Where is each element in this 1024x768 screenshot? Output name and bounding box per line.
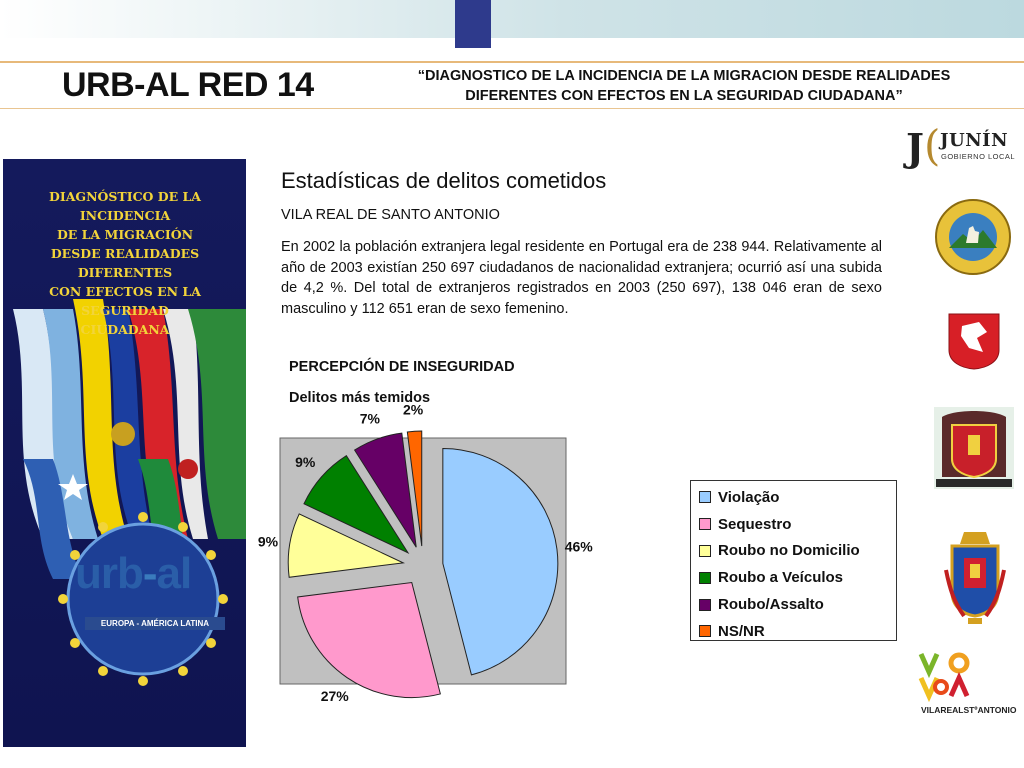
legend-item-1 <box>699 511 896 538</box>
pie-slice-label-3: 9% <box>295 454 316 471</box>
vilareal-logo-mark-icon <box>921 650 981 700</box>
header-rule-bottom <box>0 108 1024 109</box>
body-paragraph: En 2002 la población extranjera legal residente en Portugal era de 238 944. Relativamente al año de 2003 existían 250 697 ciudadanos de nacionalidad extranjera; ocurrió así una subida de 4,2 %. Del total de extranjeros registrados en 2003 (250 697), 138 046 eran de sexo masculino y 112 651 eran de sexo femenino. <box>281 239 882 317</box>
legend-swatch-5 <box>699 625 711 637</box>
legend-swatch-4 <box>699 599 711 611</box>
coat-of-arms-icon <box>944 530 1006 626</box>
legend-label-4: Roubo/Assalto <box>718 596 824 614</box>
legend-label-1: Sequestro <box>718 515 792 533</box>
junin-logo-letter: J <box>906 125 924 170</box>
legend-label-2: Roubo no Domicilio <box>718 542 860 560</box>
poster-line-5: CIUDADANA <box>80 322 170 337</box>
header-title <box>352 66 1016 106</box>
legend-swatch-0 <box>699 491 711 503</box>
vilareal-logo-text: VILAREALSTºANTONIO <box>921 705 1017 715</box>
legend-label-5: NS/NR <box>718 622 765 640</box>
salta-municipality-seal-icon <box>933 198 1013 276</box>
legend-swatch-1 <box>699 518 711 530</box>
legend-item-5 <box>699 618 896 645</box>
urbal-logo-part-b: al <box>156 549 192 598</box>
pie-slice-label-0: 46% <box>564 538 593 555</box>
junin-logo <box>906 121 1016 170</box>
poster-line-2: DE LA MIGRACIÓN <box>56 227 194 242</box>
legend-label-3: Roubo a Veículos <box>718 569 844 587</box>
vilareal-logo <box>921 650 1024 720</box>
legend-swatch-3 <box>699 572 711 584</box>
place-name: VILA REAL DE SANTO ANTONIO <box>281 207 500 223</box>
top-accent-block <box>455 0 491 48</box>
pie-slice-label-5: 2% <box>403 401 424 418</box>
urbal-logo-part-a: urb <box>75 549 143 598</box>
pie-chart <box>240 401 660 704</box>
legend-item-4 <box>699 591 896 618</box>
ecuador-shield-icon <box>111 422 135 446</box>
portugal-shield-icon <box>178 459 198 479</box>
municipal-crest-icon <box>934 407 1014 489</box>
junin-logo-subtitle: GOBIERNO LOCAL <box>941 152 1016 161</box>
poster-image <box>3 159 246 747</box>
poster-line-4: CON EFECTOS EN LA SEGURIDAD <box>49 284 201 318</box>
pie-slice-label-4: 7% <box>359 410 380 427</box>
pie-slice-label-1: 27% <box>320 687 349 704</box>
legend-label-0: Violação <box>718 488 780 506</box>
urbal-logo: urb-al <box>75 549 192 598</box>
junin-logo-name: JUNÍN <box>940 130 1009 151</box>
chart-heading: Delitos más temidos <box>289 390 431 406</box>
header-title-line-1: “DIAGNOSTICO DE LA INCIDENCIA DE LA MIGRACION DESDE REALIDADES <box>417 68 951 84</box>
stats-title: Estadísticas de delitos cometidos <box>281 168 607 193</box>
poster-line-3: DESDE REALIDADES DIFERENTES <box>50 246 200 280</box>
pie-slice-label-2: 9% <box>257 533 279 550</box>
legend-item-3 <box>699 564 896 591</box>
header-title-line-2: DIFERENTES CON EFECTOS EN LA SEGURIDAD CIUDADANA” <box>465 88 903 104</box>
junin-logo-bracket-icon: ( <box>924 121 941 170</box>
red-crest-icon <box>947 312 1001 370</box>
header-rule-top <box>0 61 1024 63</box>
legend-item-0 <box>699 484 896 511</box>
poster-title <box>9 187 241 339</box>
poster-line-1: DIAGNÓSTICO DE LA INCIDENCIA <box>49 189 201 223</box>
brand-title: URB-AL RED 14 <box>62 66 314 104</box>
legend-item-2 <box>699 538 896 565</box>
section-heading: PERCEPCIÓN DE INSEGURIDAD <box>289 359 515 375</box>
urbal-logo-subtitle: EUROPA - AMÉRICA LATINA <box>85 617 225 630</box>
chart-legend <box>690 480 897 641</box>
legend-swatch-2 <box>699 545 711 557</box>
top-gradient-band <box>0 0 1024 38</box>
